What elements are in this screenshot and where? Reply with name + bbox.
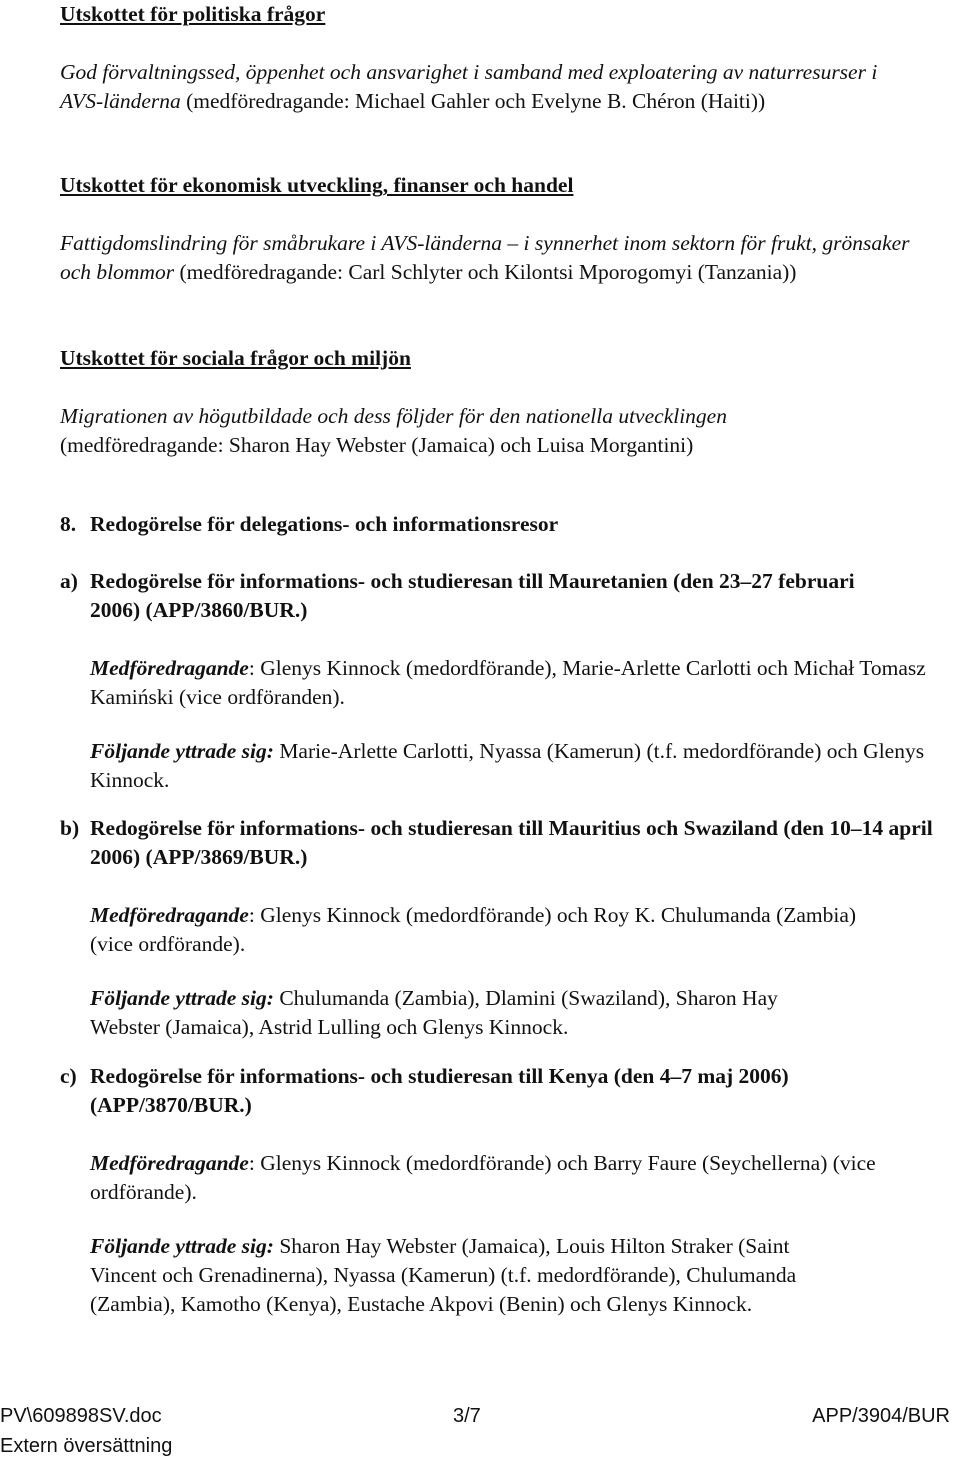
co-rapporteurs-text: : Glenys Kinnock (medordförande) och Barry Faure (Seychellerna) (vice ordförande). [90, 1151, 876, 1204]
topic-rapporteurs: (medföredragande: Sharon Hay Webster (Jamaica) och Luisa Morgantini) [60, 433, 694, 457]
section-social [60, 344, 950, 460]
subitem-a-heading [60, 567, 930, 625]
speakers-label: Följande yttrade sig: [90, 1234, 274, 1258]
footer-page-number: 3/7 [453, 1405, 481, 1427]
committee-heading-political: Utskottet för politiska frågor [60, 2, 326, 26]
agenda-topic-economic [60, 229, 920, 287]
speakers-a [60, 737, 930, 795]
agenda-topic-political [60, 58, 920, 116]
subitem-letter: a) [60, 569, 78, 593]
page-footer [0, 1402, 950, 1462]
co-rapporteurs-b [60, 901, 890, 959]
footer-reference: APP/3904/BUR [812, 1405, 950, 1427]
subitem-c [60, 1062, 950, 1319]
speakers-text: Marie-Arlette Carlotti, Nyassa (Kamerun) (t.f. medordförande) och Glenys Kinnock. [90, 739, 925, 792]
item-8 [60, 510, 950, 539]
co-rapporteurs-label: Medföredragande [90, 656, 249, 680]
subitem-b [60, 814, 950, 1042]
footer-translation-note: Extern översättning [0, 1435, 173, 1457]
co-rapporteurs-c [60, 1149, 950, 1207]
section-economic [60, 171, 950, 287]
topic-rapporteurs: (medföredragande: Carl Schlyter och Kilontsi Mporogomyi (Tanzania)) [174, 260, 797, 284]
co-rapporteurs-label: Medföredragande [90, 1151, 249, 1175]
subitem-letter: c) [60, 1064, 77, 1088]
item-8-heading [60, 510, 950, 539]
item-number: 8. [60, 512, 77, 536]
speakers-text: Sharon Hay Webster (Jamaica), Louis Hilton Straker (Saint Vincent och Grenadinerna), Nyassa (Kamerun) (t.f. medordförande), Chulumanda (Zambia), Kamotho (Kenya), Eustache Akpovi (Benin) och Glenys Kinnock. [90, 1234, 797, 1316]
agenda-topic-social [60, 402, 950, 460]
speakers-text: Chulumanda (Zambia), Dlamini (Swaziland), Sharon Hay Webster (Jamaica), Astrid Lulling och Glenys Kinnock. [90, 986, 778, 1039]
subitem-c-heading [60, 1062, 950, 1120]
co-rapporteurs-text: : Glenys Kinnock (medordförande), Marie-Arlette Carlotti och Michał Tomasz Kamiński (vice ordföranden). [90, 656, 926, 709]
footer-doc-ref: PV\609898SV.doc [0, 1405, 162, 1427]
topic-title: Fattigdomslindring för småbrukare i AVS-länderna – i synnerhet inom sektorn för frukt, grönsaker och blommor [60, 231, 910, 284]
speakers-label: Följande yttrade sig: [90, 739, 274, 763]
co-rapporteurs-a [60, 654, 930, 712]
speakers-c [60, 1232, 860, 1319]
subitem-b-heading [60, 814, 950, 872]
co-rapporteurs-text: : Glenys Kinnock (medordförande) och Roy K. Chulumanda (Zambia) (vice ordförande). [90, 903, 857, 956]
subitem-title: Redogörelse för informations- och studieresan till Mauretanien (den 23–27 februari 2006) (APP/3860/BUR.) [90, 569, 855, 622]
subitem-title: Redogörelse för informations- och studieresan till Kenya (den 4–7 maj 2006) (APP/3870/BUR.) [90, 1064, 789, 1117]
committee-heading-economic: Utskottet för ekonomisk utveckling, finanser och handel [60, 173, 574, 197]
section-political [60, 0, 950, 116]
subitem-title: Redogörelse för informations- och studieresan till Mauritius och Swaziland (den 10–14 april 2006) (APP/3869/BUR.) [90, 816, 933, 869]
topic-title: Migrationen av högutbildade och dess följder för den nationella utvecklingen [60, 404, 727, 428]
subitem-a [60, 567, 930, 795]
item-title: Redogörelse för delegations- och informationsresor [90, 512, 559, 536]
speakers-b [60, 984, 850, 1042]
committee-heading-social: Utskottet för sociala frågor och miljön [60, 346, 411, 370]
subitem-letter: b) [60, 816, 80, 840]
topic-title: God förvaltningssed, öppenhet och ansvarighet i samband med exploatering av naturresurser i AVS-länderna [60, 60, 878, 113]
speakers-label: Följande yttrade sig: [90, 986, 274, 1010]
co-rapporteurs-label: Medföredragande [90, 903, 249, 927]
topic-rapporteurs: (medföredragande: Michael Gahler och Evelyne B. Chéron (Haiti)) [180, 89, 766, 113]
